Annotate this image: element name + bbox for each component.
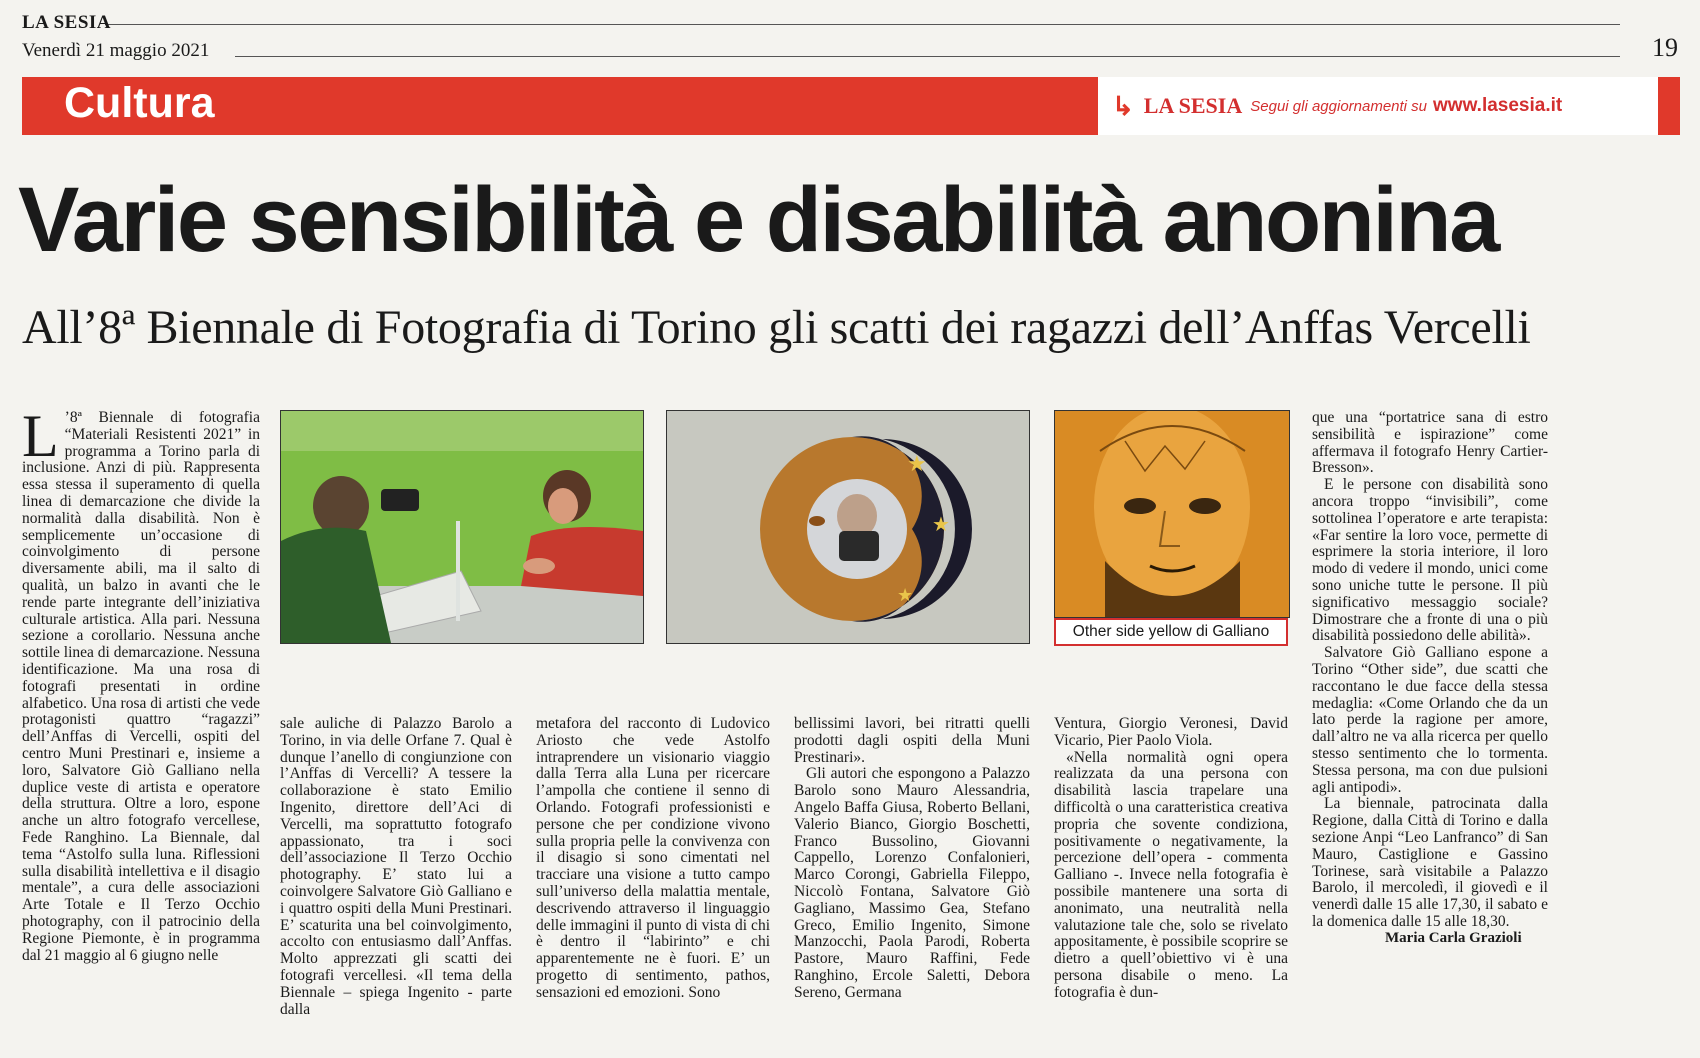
issue-date: Venerdì 21 maggio 2021	[22, 40, 210, 61]
article-column-4	[794, 716, 1030, 1002]
paragraph: Ventura, Giorgio Veronesi, David Vicario, Pier Paolo Viola.	[1054, 715, 1288, 749]
drop-cap: L	[22, 403, 59, 469]
masthead-rule	[235, 56, 1620, 57]
paragraph: La biennale, patrocinata dalla Regione, dalla Città di Torino e dalla sezione Anpi “Leo Lanfranco” di San Mauro, Castiglione e Gassino Torinese, sarà visitabile a Palazzo Barolo, il mercoledì, il giovedì e il venerdì dalle 15 alle 17,30, il sabato e la domenica dalle 15 alle 18,30.	[1312, 795, 1548, 930]
paragraph: Gli autori che espongono a Palazzo Barolo sono Mauro Alessandria, Angelo Baffa Giusa, Roberto Bellani, Valerio Bianco, Giorgio Boschetti, Franco Bussolino, Giovanni Cappello, Lorenzo Confalonieri, Marco Corongi, Gabriella Fileppo, Niccolò Fontana, Salvatore Giò Gagliano, Massimo Gea, Stefano Greco, Emilio Ingenito, Simone Manzocchi, Paola Parodi, Roberta Pastore, Mauro Raffini, Fede Ranghino, Ercole Saletti, Debora Sereno, Germana	[794, 765, 1030, 1001]
article-column-2	[280, 716, 512, 1018]
paragraph-text: ’8ª Biennale di fotografia “Materiali Resistenti 2021” in programma a Torino parla di inclusione. Anzi di più. Rappresenta essa stessa il superamento di quella linea di demarcazione che divide la normalità dalla disabilità. Non è semplicemente un’occasione di coinvolgimento di persone diversamente abili, ma il salto di qualità, un balzo in avanti che le rende parte integrante dell’iniziativa culturale artistica. Alla pari. Nessuna sezione a corollario. Nessuna anche sottile linea di demarcazione. Nessuna identificazione. Ma una rosa di fotografi presentati in ordine alfabetico. Una rosa di artisti che vede protagonisti quattro “ragazzi” dell’Anffas di Vercelli, ospiti del centro Muni Prestinari e, insieme a loro, Salvatore Giò Galliano nella duplice veste di artista e operatore della struttura. Oltre a loro, espone anche un altro fotografo vercellese, Fede Ranghino. La Biennale, dal tema “Astolfo sulla luna. Riflessioni sulla disabilità intellettiva e il disagio mentale”, a cura delle associazioni Arte Totale e Il Terzo Occhio photography, con il patrocinio della Regione Piemonte, è in programma dal 21 maggio al 6 giugno nelle	[22, 409, 261, 964]
paragraph: «Nella normalità ogni opera realizzata da una persona con disabilità lascia trapelare una difficoltà o una caratteristica creativa propria che sovente condiziona, positivamente o negativamente, la percezione dell’opera - commenta Galliano -. Invece nella fotografia è possibile mantenere una sorta di anonimato, una neutralità nella valutazione tale che, solo se rivelato appositamente, è possibile scoprire se dietro a quell’obiettivo vi è una persona disabile o meno. La fotografia è dun-	[1054, 748, 1288, 1001]
photo-yellow-portrait-image	[1055, 411, 1289, 617]
paper-name: LA SESIA	[22, 12, 112, 33]
promo-text: Segui gli aggiornamenti su	[1250, 97, 1428, 115]
paragraph: que una “portatrice sana di estro sensibilità e ispirazione” come affermava il fotografo Henry Cartier-Bresson».	[1312, 409, 1548, 477]
photo-caption: Other side yellow di Galliano	[1054, 618, 1288, 646]
author-byline: Maria Carla Grazioli	[1385, 930, 1522, 946]
svg-text:★: ★	[907, 452, 927, 477]
article-column-3	[536, 716, 770, 1002]
section-title: Cultura	[64, 79, 215, 127]
page-number: 19	[1652, 33, 1678, 62]
photo-photographer-session	[280, 410, 644, 644]
subheadline: All’8ª Biennale di Fotografia di Torino gli scatti dei ragazzi dell’Anffas Vercelli	[22, 301, 1531, 354]
section-bar	[22, 77, 1680, 135]
paragraph: sale auliche di Palazzo Barolo a Torino, in via delle Orfane 7. Qual è dunque l’anello di congiunzione con l’Anffas di Vercelli? A tessere la collaborazione è stato Emilio Ingenito, direttore dell’Aci di Vercelli, ma soprattutto fotografo appassionato, tra i soci dell’associazione Il Terzo Occhio photography. E’ stato lui a coinvolgere Salvatore Giò Galliano e i quattro ospiti della Muni Prestinari. E’ scaturita una bel coinvolgimento, accolto con entusiasmo dall’Anffas. Molto apprezzati gli scatti dei fotografi vercellesi. «Il tema della Biennale – spiega Ingenito - parte dalla	[280, 715, 512, 1018]
website-promo	[1098, 77, 1658, 135]
paragraph: metafora del racconto di Ludovico Ariosto che vede Astolfo intraprendere un visionario viaggio dalla Terra alla Luna per ricercare l’ampolla che contiene il senno di Orlando. Fotografi professionisti e persone che per condizione vivono sulla propria pelle la convivenza con il disagio si sono cimentati nel tracciare una visione a tutto campo sull’universo della malattia mentale, descrivendo attraverso il linguaggio delle immagini il punto di vista di chi è dentro il “labirinto” e chi apparentemente ne è fuori. E’ un progetto di sentimento, pathos, sensazioni ed emozioni. Sono	[536, 715, 770, 1001]
promo-brand: LA SESIA	[1143, 93, 1243, 118]
article-column-6	[1312, 410, 1548, 931]
promo-site-link[interactable]: www.lasesia.it	[1433, 95, 1563, 116]
svg-text:★: ★	[932, 512, 950, 536]
paragraph: E le persone con disabilità sono ancora troppo “invisibili”, come sottolinea l’operatore e arte terapista: «Far sentire la loro voce, permette di esprimere la storia interiore, il loro modo di vedere il mondo, unici come sono uniche tutte le persone. Il più significativo messaggio sociale? Dimostrare che a fronte di una o più disabilità possiedono delle abilità».	[1312, 476, 1548, 645]
curved-arrow-icon: ↳	[1112, 90, 1134, 121]
paragraph: Salvatore Giò Galliano espone a Torino “Other side”, due scatti che raccontano le due facce della stessa medaglia: «Come Orlando che da un lato perde la ragione per amore, dall’altro ne va alla ricerca per quello stesso sentimento che lo tormenta. Stessa persona, ma con due pulsioni agli antipodi».	[1312, 644, 1548, 796]
photo-moon-mirror-image	[667, 411, 1029, 643]
article-column-5	[1054, 716, 1288, 1002]
photo-yellow-portrait	[1054, 410, 1290, 618]
svg-text:★: ★	[897, 585, 914, 606]
masthead-rule	[105, 24, 1620, 25]
photo-moon-mirror	[666, 410, 1030, 644]
paragraph	[22, 403, 261, 964]
headline: Varie sensibilità e disabilità anonina	[18, 169, 1498, 271]
article-column-1	[22, 403, 261, 964]
photo-photographer-session-image	[281, 411, 643, 643]
paragraph: bellissimi lavori, bei ritratti quelli prodotti dagli ospiti della Muni Prestinari».	[794, 715, 1030, 766]
